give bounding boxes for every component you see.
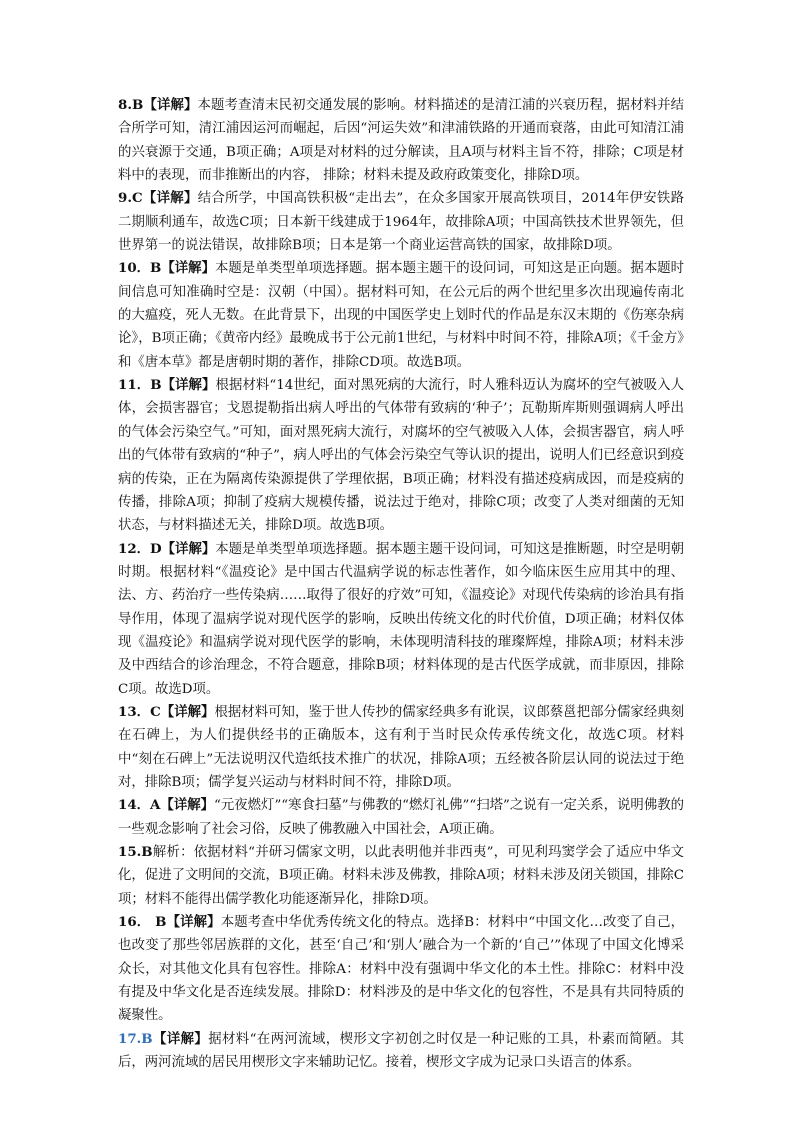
question-number: 11．B (118, 377, 162, 394)
explanation-text: 根据材料“14世纪，面对黑死病的大流行，时人雅科迈认为腐坏的空气被吸入人体，会损害器官；戈恩提勒指出病人呼出的气体带有致病的‘种子’；瓦勒斯库斯则强调病人呼出的气体会污染空气。”可知，面对黑死病大流行，对腐坏的空气被吸入人体，会损害器官，病人呼出的气体带有致病的“种子”，病人呼出的气体会污染空气等认识的提出，说明人们已经意识到疫病的传染，正在为隔离传染源提供了学理依据，B项正确；材料没有描述疫病成因，而是疫病的传播，排除A项；抑制了疫病大规模传播，说法过于绝对，排除C项；改变了人类对细菌的无知状态，与材料描述无关，排除D项。故选B项。 (118, 378, 685, 534)
answer-item (118, 1028, 684, 1075)
explanation-text: 本题考查中华优秀传统文化的特点。选择B：材料中“中国文化…改变了自己，也改变了那些邻居族群的文化，甚至‘自己’和‘别人’融合为一个新的‘自己’”体现了中国文化博采众长，对其他文化具有包容性。排除A：材料中没有强调中华文化的本土性。排除C：材料中没有提及中华文化是否连续发展。排除D：材料涉及的是中华文化的包容性，不是具有共同特质的凝聚性。 (118, 915, 685, 1024)
question-number: 16． B (118, 914, 167, 931)
answer-item (118, 538, 684, 701)
explanation-text: 本题考查清末民初交通发展的影响。材料描述的是清江浦的兴衰历程，据材料并结合所学可知，清江浦因运河而崛起，后因“河运失效”和津浦铁路的开通而衰落，由此可知清江浦的兴衰源于交通，B项正确；A项是对材料的过分解读，且A项与材料主旨不符，排除；C项是材料中的表现，而非推断出的内容， 排除；材料未提及政府政策变化，排除D项。 (118, 98, 685, 184)
explanation-tag: 【详解】 (160, 797, 215, 814)
answer-item (118, 187, 684, 257)
answer-item (118, 701, 684, 794)
question-number: 10．B (118, 260, 162, 277)
question-number: 9.C (118, 190, 143, 207)
explanation-text: 本题是单类型单项选择题。据本题主题干的设问词，可知这是正向题。据本题时间信息可知准确时空是：汉朝（中国）。据材料可知，在公元后的两个世纪里多次出现遍传南北的大瘟疫，死人无数。在此背景下，出现的中国医学史上划时代的作品是东汉末期的《伤寒杂病论》，B项正确；《黄帝内经》最晚成书于公元前1世纪，与材料中时间不符，排除A项；《千金方》和《唐本草》都是唐朝时期的著作，排除CD项。故选B项。 (118, 261, 685, 370)
explanation-tag: 【详解】 (143, 97, 198, 113)
explanation-tag: 【详解】 (161, 540, 216, 557)
answer-item (118, 794, 684, 841)
explanation-text: 结合所学，中国高铁积极“走出去”，在众多国家开展高铁项目，2014年伊安铁路二期顺利通车，故选C项；日本新干线建成于1964年，故排除A项；中国高铁技术世界领先，但世界第一的说法错误，故排除B项；日本是第一个商业运营高铁的国家，故排除D项。 (118, 191, 684, 254)
answer-item (118, 841, 684, 911)
explanation-tag: 【详解】 (152, 1030, 209, 1047)
question-number: 13．C (118, 703, 161, 720)
question-number: 14．A (118, 797, 161, 814)
answer-item (118, 257, 684, 374)
question-number: 8.B (118, 97, 144, 113)
answer-item (118, 374, 684, 537)
question-number: 12．D (118, 540, 162, 557)
explanation-text: 本题是单类型单项选择题。据本题主题干设问词，可知这是推断题，时空是明朝时期。根据材料“《温疫论》是中国古代温病学说的标志性著作，如今临床医生应用其中的理、法、方、药治疗一些传染病……取得了很好的疗效”可知，《温疫论》对现代传染病的诊治具有指导作用，体现了温病学说对现代医学的影响，反映出传统文化的时代价值，D项正确；材料仅体现《温疫论》和温病学说对现代医学的影响，未体现明清科技的璀璨辉煌，排除A项；材料未涉及中西结合的诊治理念，不符合题意，排除B项；材料体现的是古代医学成就，而非原因，排除C项。故选D项。 (118, 541, 685, 697)
explanation-tag: 【详解】 (160, 703, 215, 720)
explanation-text: 依据材料“并研习儒家文明，以此表明他并非西夷”，可见利玛窦学会了适应中华文化，促进了文明间的交流，B项正确。材料未涉及佛教，排除A项；材料未涉及闭关锁国，排除C项；材料不能得出儒学教化功能逐渐异化，排除D项。 (118, 845, 684, 907)
explanation-text: 根据材料可知，鉴于世人传抄的儒家经典多有讹误，议郎蔡邕把部分儒家经典刻在石碑上，为人们提供经书的正确版本，这有利于当时民众传承传统文化，故选C项。材料中“刻在石碑上”无法说明汉代造纸技术推广的状况，排除A项；五经被各阶层认同的说法过于绝对，排除B项；儒学复兴运动与材料时间不符，排除D项。 (118, 704, 685, 790)
explanation-tag: 【详解】 (161, 260, 215, 277)
explanation-tag: 【详解】 (161, 377, 216, 394)
question-number: 15.B (118, 844, 153, 860)
answer-document (118, 94, 684, 1074)
question-number: 17.B (118, 1030, 153, 1047)
explanation-text: 据材料“在两河流域，楔形文字初创之时仅是一种记账的工具，朴素而简陋。其后，两河流域的居民用楔形文字来辅助记忆。接着，楔形文字成为记录口头语言的体系。 (118, 1031, 685, 1071)
explanation-text: “元夜燃灯”“寒食扫墓”与佛教的“燃灯礼佛”“扫塔”之说有一定关系，说明佛教的一些观念影响了社会习俗，反映了佛教融入中国社会，A项正确。 (118, 798, 685, 837)
explanation-tag: 【详解】 (142, 190, 198, 207)
explanation-tag: 【详解】 (166, 914, 221, 931)
explanation-tag: 解析： (152, 845, 194, 860)
answer-item (118, 911, 684, 1028)
answer-item (118, 94, 684, 187)
